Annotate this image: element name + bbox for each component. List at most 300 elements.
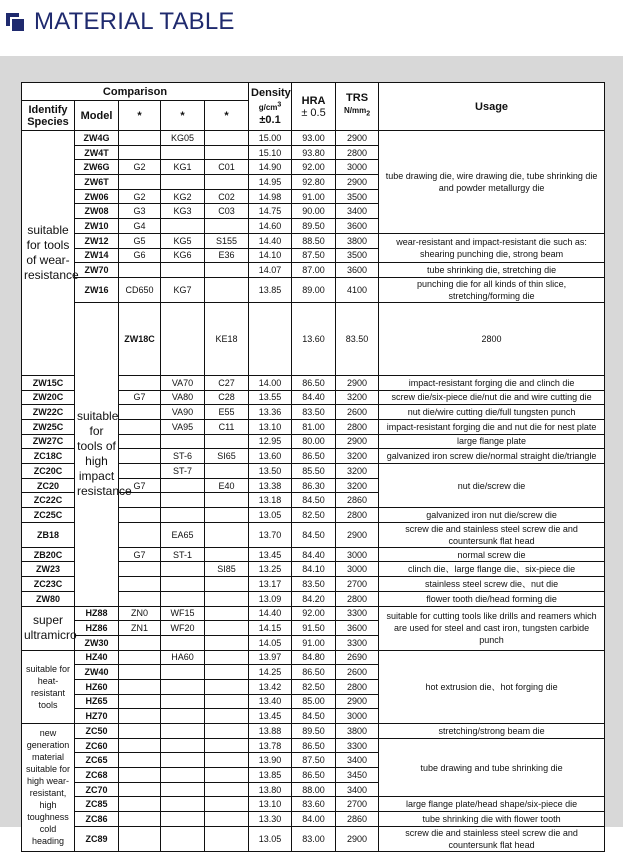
hra-cell: 83.50: [292, 577, 336, 592]
comparison-cell-3: [205, 826, 249, 851]
comparison-cell-3: [205, 768, 249, 783]
comparison-cell-2: [161, 219, 205, 234]
density-cell: 13.05: [249, 826, 292, 851]
hra-cell: 88.00: [292, 782, 336, 797]
comparison-cell-2: WF20: [161, 621, 205, 636]
header-star-2: *: [161, 101, 205, 131]
comparison-cell-2: HA60: [161, 650, 205, 665]
comparison-cell-1: G6: [119, 248, 161, 263]
density-cell: 13.38: [249, 478, 292, 493]
model-cell: ZW30: [75, 635, 119, 650]
comparison-cell-1: [119, 405, 161, 420]
comparison-cell-2: VA80: [161, 390, 205, 405]
density-cell: 13.18: [249, 493, 292, 508]
model-cell: ZC70: [75, 782, 119, 797]
comparison-cell-3: S155: [205, 233, 249, 248]
comparison-cell-1: [119, 724, 161, 739]
hra-cell: 87.50: [292, 248, 336, 263]
header-trs: TRS $N/mm_2$: [336, 83, 379, 131]
model-cell: HZ86: [75, 621, 119, 636]
model-cell: ZC25C: [22, 508, 75, 523]
density-cell: 13.45: [249, 709, 292, 724]
hra-cell: 93.00: [292, 131, 336, 146]
comparison-cell-2: KG1: [161, 160, 205, 175]
comparison-cell-2: [161, 577, 205, 592]
trs-cell: 2800: [336, 591, 379, 606]
comparison-cell-3: [205, 709, 249, 724]
density-cell: 14.40: [249, 233, 292, 248]
table-row: [22, 277, 605, 302]
comparison-cell-3: SI85: [205, 562, 249, 577]
comparison-cell-1: [119, 694, 161, 709]
material-table: [21, 82, 605, 852]
density-cell: 13.30: [249, 812, 292, 827]
trs-cell: 2900: [336, 694, 379, 709]
trs-cell: 3400: [336, 204, 379, 219]
density-cell: 15.00: [249, 131, 292, 146]
model-cell: ZC85: [75, 797, 119, 812]
trs-cell: 2800: [336, 419, 379, 434]
model-cell: ZW40: [75, 665, 119, 680]
trs-cell: 3000: [336, 160, 379, 175]
comparison-cell-3: C01: [205, 160, 249, 175]
trs-cell: 3200: [336, 478, 379, 493]
hra-cell: 86.30: [292, 478, 336, 493]
comparison-cell-3: [205, 219, 249, 234]
comparison-cell-3: C28: [205, 390, 249, 405]
comparison-cell-3: [205, 694, 249, 709]
comparison-cell-1: [119, 768, 161, 783]
trs-cell: 3200: [336, 390, 379, 405]
header-usage: Usage: [379, 83, 605, 131]
comparison-cell-2: VA95: [161, 419, 205, 434]
comparison-cell-3: [205, 434, 249, 449]
hra-cell: 86.50: [292, 375, 336, 390]
comparison-cell-1: G3: [119, 204, 161, 219]
comparison-cell-3: [205, 738, 249, 753]
hra-cell: 83.00: [292, 826, 336, 851]
comparison-cell-1: [119, 797, 161, 812]
density-cell: 14.98: [249, 189, 292, 204]
comparison-cell-3: E36: [205, 248, 249, 263]
comparison-cell-1: [119, 449, 161, 464]
model-cell: ZW10: [75, 219, 119, 234]
usage-cell: punching die for all kinds of thin slice, stretching/forming die: [379, 277, 605, 302]
usage-cell: impact-resistant forging die and nut die for nest plate: [379, 419, 605, 434]
trs-cell: 2900: [336, 375, 379, 390]
density-cell: 13.88: [249, 724, 292, 739]
comparison-cell-1: G7: [119, 547, 161, 562]
hra-cell: 87.50: [292, 753, 336, 768]
trs-cell: 2900: [336, 175, 379, 190]
header-hra: HRA ± 0.5: [292, 83, 336, 131]
comparison-cell-1: [119, 679, 161, 694]
hra-cell: 92.80: [292, 175, 336, 190]
model-cell: ZC50: [75, 724, 119, 739]
hra-cell: 80.00: [292, 434, 336, 449]
comparison-cell-1: [119, 562, 161, 577]
table-body: [22, 131, 605, 852]
hra-cell: 82.50: [292, 508, 336, 523]
trs-cell: 3000: [336, 547, 379, 562]
usage-cell: tube shrinking die with flower tooth: [379, 812, 605, 827]
density-cell: 13.55: [249, 390, 292, 405]
density-cell: 13.85: [249, 768, 292, 783]
model-cell: ZC60: [75, 738, 119, 753]
model-cell: ZC18C: [22, 449, 75, 464]
usage-cell: nut die/wire cutting die/full tungsten punch: [379, 405, 605, 420]
species-cell: suitable for tools of wear-resistance: [22, 131, 75, 376]
trs-cell: 3600: [336, 263, 379, 278]
hra-cell: 83.50: [292, 405, 336, 420]
comparison-cell-3: [205, 782, 249, 797]
usage-cell: stretching/strong beam die: [379, 724, 605, 739]
comparison-cell-1: [161, 302, 205, 375]
header: [0, 0, 623, 50]
usage-cell: tube drawing and tube shrinking die: [379, 738, 605, 797]
comparison-cell-3: [205, 621, 249, 636]
table-row: [22, 797, 605, 812]
comparison-cell-1: [119, 434, 161, 449]
comparison-cell-2: KG2: [161, 189, 205, 204]
hra-cell: 89.50: [292, 219, 336, 234]
comparison-cell-1: [119, 577, 161, 592]
species-cell: suitable for tools of high impact resistance: [75, 302, 119, 606]
comparison-cell-2: [161, 753, 205, 768]
trs-cell: 3300: [336, 635, 379, 650]
hra-cell: 81.00: [292, 419, 336, 434]
model-cell: HZ60: [75, 679, 119, 694]
model-cell: ZW25C: [22, 419, 75, 434]
comparison-cell-2: KG6: [161, 248, 205, 263]
table-row: [22, 826, 605, 851]
model-cell: ZW16: [75, 277, 119, 302]
comparison-cell-2: [161, 434, 205, 449]
hra-cell: 84.50: [292, 709, 336, 724]
density-cell: 13.60: [249, 449, 292, 464]
usage-cell: impact-resistant forging die and clinch die: [379, 375, 605, 390]
comparison-cell-3: [205, 797, 249, 812]
comparison-cell-2: [161, 145, 205, 160]
page-title: MATERIAL TABLE: [34, 8, 235, 35]
hra-cell: 84.20: [292, 591, 336, 606]
usage-cell: nut die/screw die: [379, 464, 605, 508]
trs-cell: 2900: [336, 522, 379, 547]
table-row: [22, 131, 605, 146]
comparison-cell-2: [161, 782, 205, 797]
comparison-cell-2: VA70: [161, 375, 205, 390]
model-cell: ZW22C: [22, 405, 75, 420]
comparison-cell-1: G2: [119, 189, 161, 204]
header-model: Model: [75, 101, 119, 131]
comparison-cell-1: [119, 738, 161, 753]
comparison-cell-2: KG3: [161, 204, 205, 219]
comparison-cell-1: [119, 145, 161, 160]
comparison-cell-2: [161, 493, 205, 508]
density-cell: 13.78: [249, 738, 292, 753]
comparison-cell-1: [119, 635, 161, 650]
density-cell: 13.85: [249, 277, 292, 302]
comparison-cell-3: [205, 175, 249, 190]
hra-cell: 84.40: [292, 390, 336, 405]
density-cell: 13.36: [249, 405, 292, 420]
comparison-cell-3: [205, 547, 249, 562]
table-row: [22, 263, 605, 278]
density-cell: 14.95: [249, 175, 292, 190]
hra-cell: 86.50: [292, 738, 336, 753]
usage-cell: tube drawing die, wire drawing die, tube shrinking die and powder metallurgy die: [379, 131, 605, 234]
comparison-cell-2: KG7: [161, 277, 205, 302]
model-cell: ZW20C: [22, 390, 75, 405]
comparison-cell-1: [119, 665, 161, 680]
trs-cell: 3000: [336, 709, 379, 724]
density-cell: 14.25: [249, 665, 292, 680]
comparison-cell-1: [119, 709, 161, 724]
model-cell: ZW4G: [75, 131, 119, 146]
trs-cell: 2690: [336, 650, 379, 665]
comparison-cell-1: [119, 522, 161, 547]
comparison-cell-2: VA90: [161, 405, 205, 420]
comparison-cell-2: [161, 768, 205, 783]
table-row: [22, 812, 605, 827]
model-cell: HZ40: [75, 650, 119, 665]
density-cell: 13.80: [249, 782, 292, 797]
comparison-cell-1: G4: [119, 219, 161, 234]
density-cell: 13.50: [249, 464, 292, 479]
model-cell: ZW23: [22, 562, 75, 577]
density-cell: 14.05: [249, 635, 292, 650]
trs-cell: 3500: [336, 248, 379, 263]
comparison-cell-1: G7: [119, 478, 161, 493]
comparison-cell-3: C11: [205, 419, 249, 434]
comparison-cell-1: G5: [119, 233, 161, 248]
header-density: Density $g/cm^3$ ±0.1: [249, 83, 292, 131]
hra-cell: 87.00: [292, 263, 336, 278]
model-cell: ZW18C: [119, 302, 161, 375]
hra-cell: 89.50: [292, 724, 336, 739]
density-cell: 14.00: [249, 375, 292, 390]
usage-cell: galvanized iron screw die/normal straight die/triangle: [379, 449, 605, 464]
comparison-cell-3: E40: [205, 478, 249, 493]
model-cell: ZC20C: [22, 464, 75, 479]
model-cell: HZ65: [75, 694, 119, 709]
comparison-cell-1: CD650: [119, 277, 161, 302]
comparison-cell-2: [161, 665, 205, 680]
comparison-cell-2: [161, 679, 205, 694]
comparison-cell-1: [119, 263, 161, 278]
trs-cell: 3400: [336, 782, 379, 797]
hra-cell: 89.00: [292, 277, 336, 302]
trs-cell: 3500: [336, 189, 379, 204]
hra-cell: 84.50: [292, 522, 336, 547]
comparison-cell-2: ST-7: [161, 464, 205, 479]
comparison-cell-3: [205, 812, 249, 827]
comparison-cell-3: [205, 145, 249, 160]
comparison-cell-2: [161, 175, 205, 190]
table-row: [22, 606, 605, 621]
model-cell: ZC89: [75, 826, 119, 851]
trs-cell: 3000: [336, 562, 379, 577]
comparison-cell-2: [161, 263, 205, 278]
table-row: [22, 233, 605, 248]
trs-cell: 2860: [336, 493, 379, 508]
comparison-cell-3: [205, 753, 249, 768]
comparison-cell-1: ZN0: [119, 606, 161, 621]
trs-cell: 3400: [336, 753, 379, 768]
table-panel: [0, 56, 623, 850]
table-row: [22, 302, 605, 375]
trs-cell: 2600: [336, 405, 379, 420]
comparison-cell-2: [161, 797, 205, 812]
density-cell: 13.90: [249, 753, 292, 768]
comparison-cell-3: E55: [205, 405, 249, 420]
density-cell: 13.05: [249, 508, 292, 523]
table-row: [22, 650, 605, 665]
hra-cell: 82.50: [292, 679, 336, 694]
trs-cell: 3800: [336, 233, 379, 248]
comparison-cell-2: [161, 591, 205, 606]
trs-cell: 3300: [336, 606, 379, 621]
trs-cell: 2600: [336, 665, 379, 680]
usage-cell: normal screw die: [379, 547, 605, 562]
table-row: [22, 738, 605, 753]
comparison-cell-3: [205, 577, 249, 592]
comparison-cell-1: ZN1: [119, 621, 161, 636]
model-cell: ZW6T: [75, 175, 119, 190]
model-cell: ZW27C: [22, 434, 75, 449]
species-cell: super ultramicro: [22, 606, 75, 650]
comparison-cell-3: [205, 606, 249, 621]
comparison-cell-1: [119, 175, 161, 190]
density-cell: 14.60: [249, 219, 292, 234]
comparison-cell-3: [205, 131, 249, 146]
hra-cell: 86.50: [292, 665, 336, 680]
comparison-cell-3: C02: [205, 189, 249, 204]
comparison-cell-2: ST-1: [161, 547, 205, 562]
trs-cell: 3800: [336, 724, 379, 739]
hra-cell: 88.50: [292, 233, 336, 248]
usage-cell: suitable for cutting tools like drills and reamers which are used for steel and cast iron, tungsten carbide punch: [379, 606, 605, 650]
model-cell: ZW15C: [22, 375, 75, 390]
trs-cell: 2800: [379, 302, 605, 375]
hra-cell: 85.00: [292, 694, 336, 709]
trs-cell: 2700: [336, 577, 379, 592]
trs-cell: 2800: [336, 145, 379, 160]
comparison-cell-1: [119, 826, 161, 851]
density-cell: 13.40: [249, 694, 292, 709]
hra-cell: 91.50: [292, 621, 336, 636]
hra-cell: 86.50: [292, 449, 336, 464]
trs-cell: 2900: [336, 434, 379, 449]
comparison-cell-3: [205, 635, 249, 650]
comparison-cell-2: [161, 738, 205, 753]
comparison-cell-2: [161, 694, 205, 709]
usage-cell: large flange plate: [379, 434, 605, 449]
comparison-cell-1: [119, 650, 161, 665]
comparison-cell-2: [161, 709, 205, 724]
hra-cell: 83.50: [336, 302, 379, 375]
hra-cell: 84.50: [292, 493, 336, 508]
hra-cell: 91.00: [292, 189, 336, 204]
hra-cell: 84.10: [292, 562, 336, 577]
comparison-cell-1: [119, 812, 161, 827]
comparison-cell-3: [205, 263, 249, 278]
model-cell: ZW14: [75, 248, 119, 263]
model-cell: ZC23C: [22, 577, 75, 592]
comparison-cell-2: [161, 826, 205, 851]
density-cell: 13.70: [249, 522, 292, 547]
density-cell: 13.60: [292, 302, 336, 375]
usage-cell: screw die and stainless steel screw die and countersunk flat head: [379, 522, 605, 547]
model-cell: HZ70: [75, 709, 119, 724]
header-star-3: *: [205, 101, 249, 131]
comparison-cell-2: ST-6: [161, 449, 205, 464]
hra-cell: 90.00: [292, 204, 336, 219]
comparison-cell-3: [205, 724, 249, 739]
usage-cell: wear-resistant and impact-resistant die such as: shearing punching die, strong beam: [379, 233, 605, 262]
trs-cell: 2900: [336, 826, 379, 851]
comparison-cell-1: [119, 591, 161, 606]
usage-cell: large flange plate/head shape/six-piece die: [379, 797, 605, 812]
trs-cell: 2800: [336, 508, 379, 523]
hra-cell: 86.50: [292, 768, 336, 783]
comparison-cell-2: [161, 635, 205, 650]
comparison-cell-2: [161, 508, 205, 523]
header-identify-species: Identify Species: [22, 101, 75, 131]
species-cell: suitable for heat-resistant tools: [22, 650, 75, 723]
hra-cell: 84.00: [292, 812, 336, 827]
comparison-cell-2: WF15: [161, 606, 205, 621]
model-cell: ZW08: [75, 204, 119, 219]
comparison-cell-2: [161, 812, 205, 827]
density-cell: 13.42: [249, 679, 292, 694]
comparison-cell-2: KG5: [161, 233, 205, 248]
comparison-cell-2: KG05: [161, 131, 205, 146]
species-cell: new generation material suitable for high wear-resistant, high toughness cold heading: [22, 724, 75, 852]
comparison-cell-2: [161, 562, 205, 577]
comparison-cell-1: [119, 782, 161, 797]
trs-cell: 4100: [336, 277, 379, 302]
comparison-cell-3: C03: [205, 204, 249, 219]
hra-cell: 84.80: [292, 650, 336, 665]
comparison-cell-3: [205, 522, 249, 547]
comparison-cell-2: [161, 478, 205, 493]
comparison-cell-3: [205, 591, 249, 606]
density-cell: 12.95: [249, 434, 292, 449]
hra-cell: 85.50: [292, 464, 336, 479]
density-cell: 13.17: [249, 577, 292, 592]
hra-cell: 92.00: [292, 606, 336, 621]
model-cell: ZW12: [75, 233, 119, 248]
comparison-cell-3: [205, 665, 249, 680]
density-cell: 13.97: [249, 650, 292, 665]
comparison-cell-3: [205, 277, 249, 302]
density-cell: 13.45: [249, 547, 292, 562]
density-cell: 13.10: [249, 419, 292, 434]
comparison-cell-3: [205, 464, 249, 479]
header-star-1: *: [119, 101, 161, 131]
model-cell: ZW70: [75, 263, 119, 278]
comparison-cell-3: [249, 302, 292, 375]
hra-cell: 84.40: [292, 547, 336, 562]
trs-cell: 3600: [336, 621, 379, 636]
model-cell: ZC20: [22, 478, 75, 493]
comparison-cell-1: [119, 419, 161, 434]
usage-cell: flower tooth die/head forming die: [379, 591, 605, 606]
density-cell: 14.10: [249, 248, 292, 263]
density-cell: 14.07: [249, 263, 292, 278]
usage-cell: stainless steel screw die、nut die: [379, 577, 605, 592]
